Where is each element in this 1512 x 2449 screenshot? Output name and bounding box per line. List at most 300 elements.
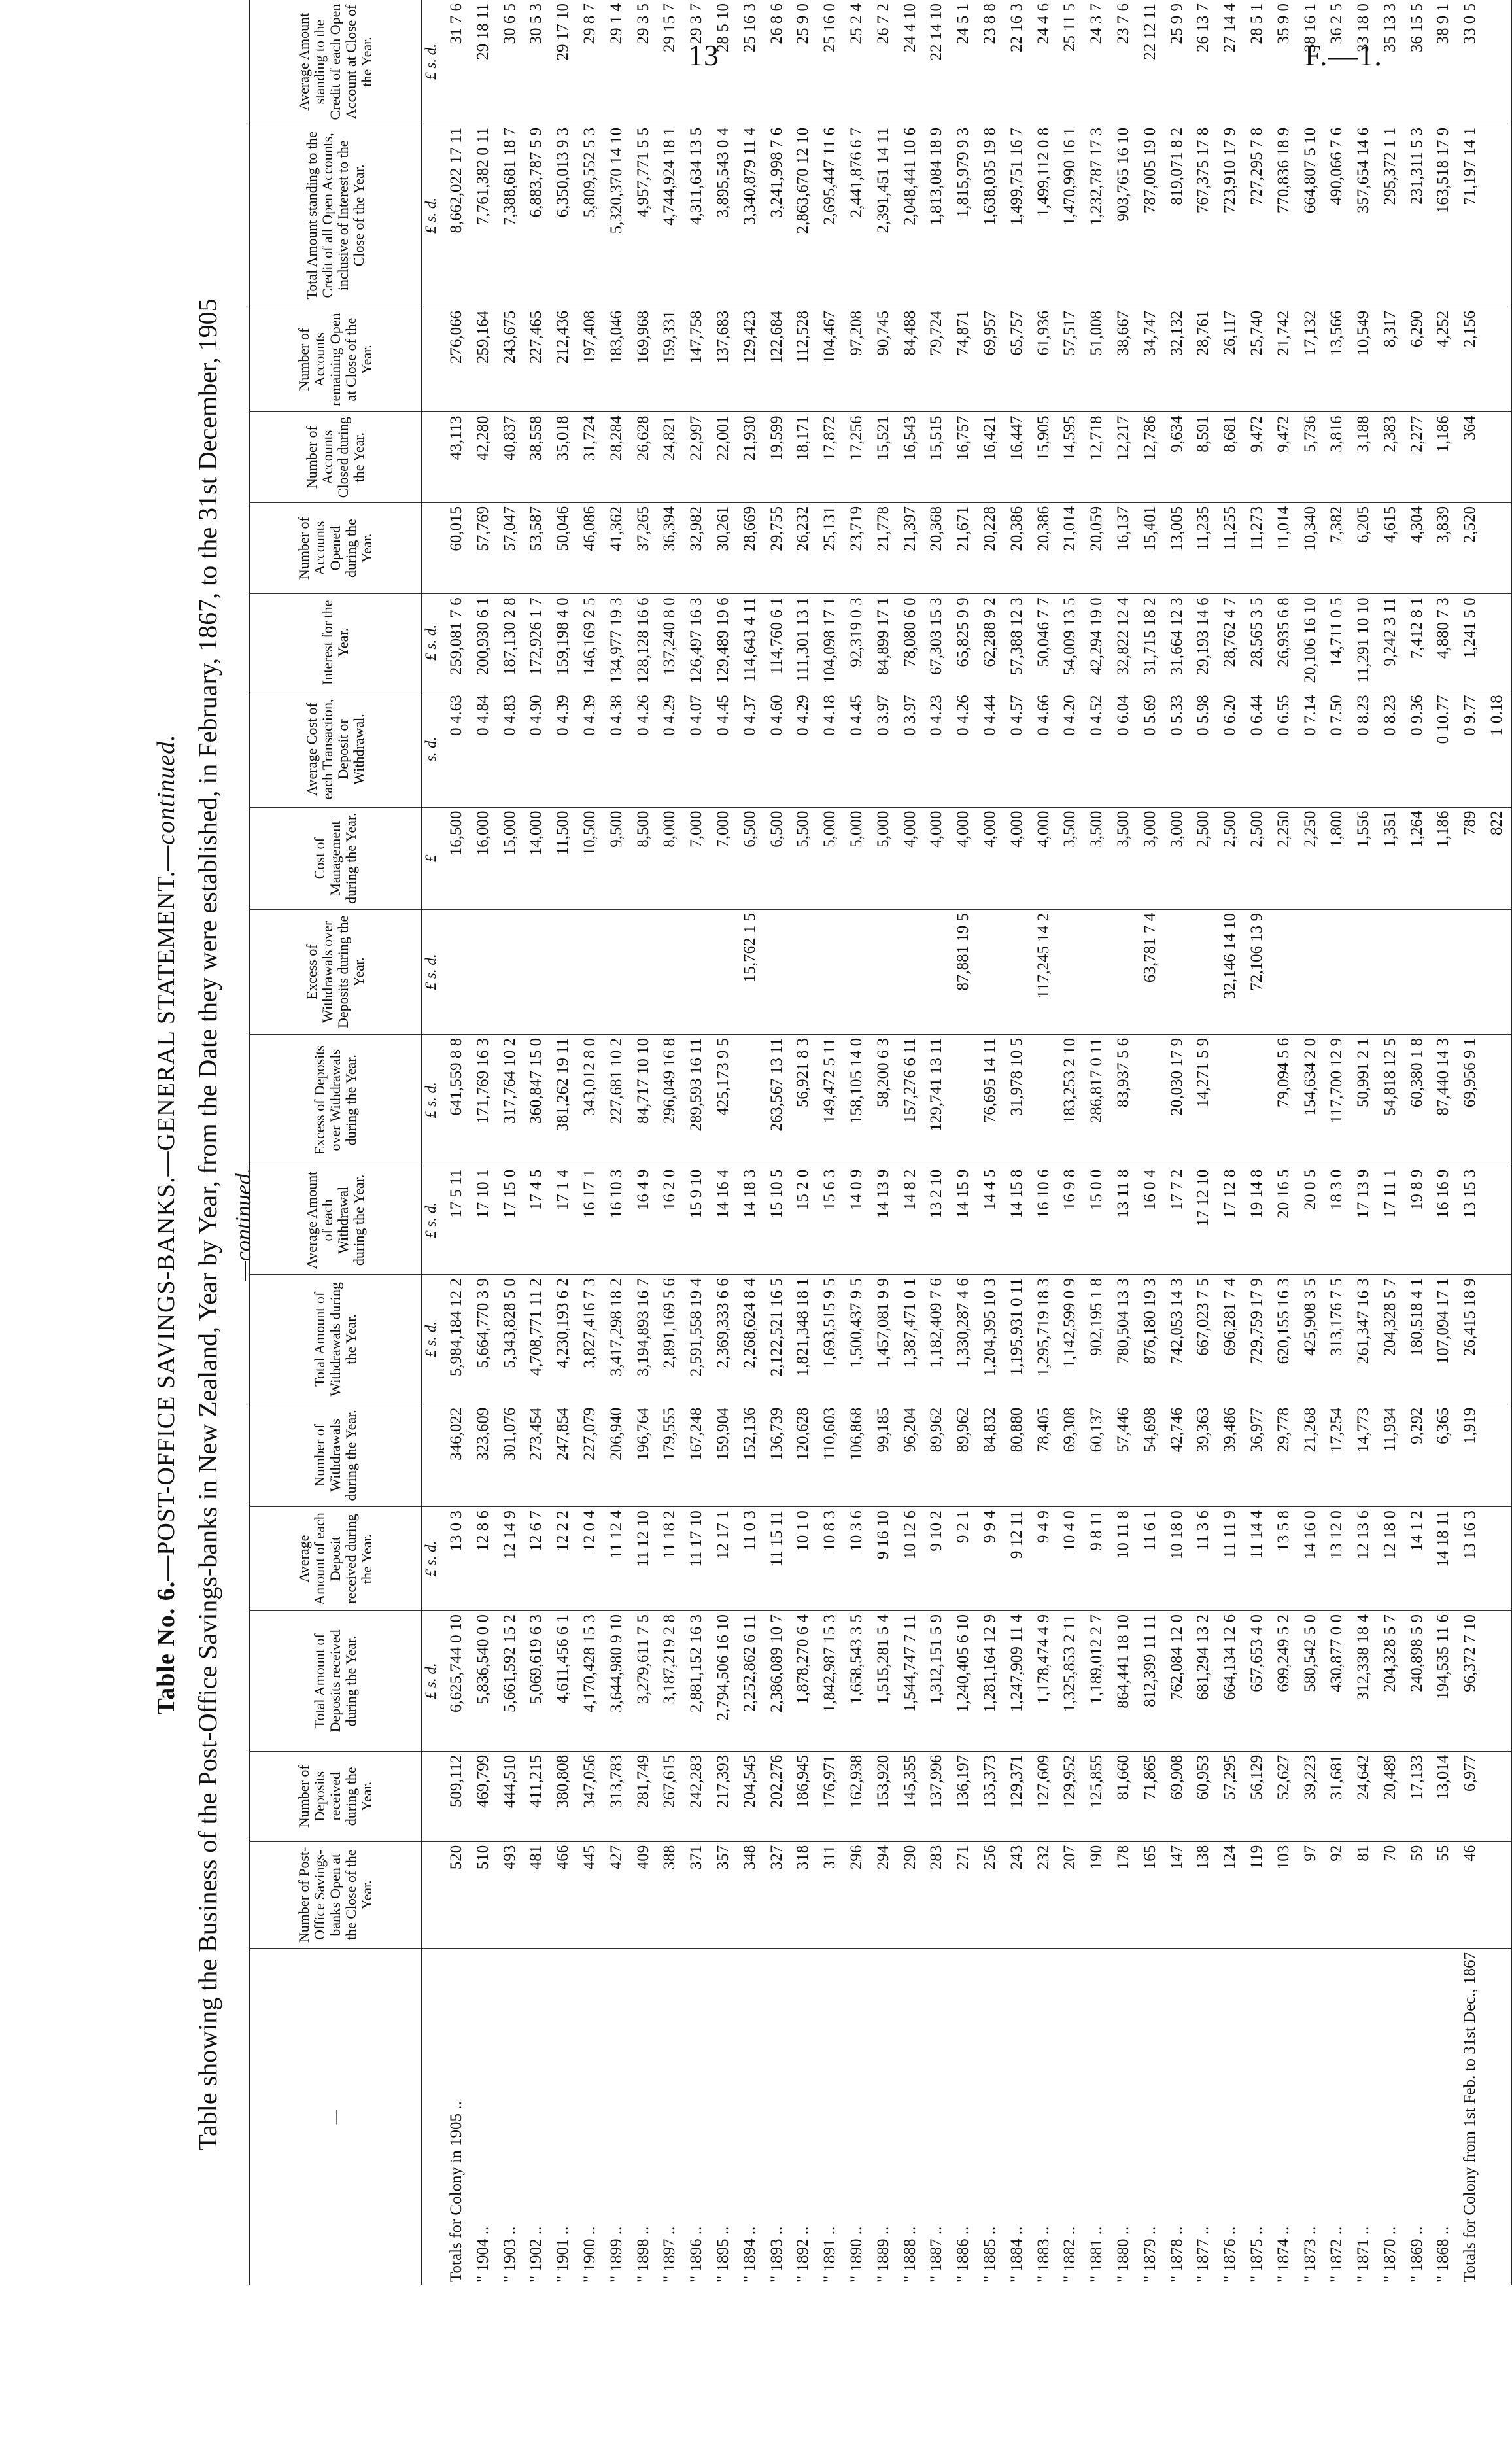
table-cell: 8,681	[1217, 412, 1244, 502]
table-cell	[923, 909, 950, 1034]
table-cell: 409	[630, 1841, 657, 1948]
table-cell: 81,660	[1110, 1751, 1137, 1841]
table-cell: 206,940	[604, 1404, 630, 1506]
table-cell: 14 1 2	[1404, 1507, 1431, 1611]
table-cell: 0 7.50	[1324, 691, 1350, 807]
table-description-continued: —continued.	[232, 1168, 256, 1281]
table-cell: 3,500	[1057, 807, 1084, 909]
unit-label	[422, 412, 439, 502]
table-cell: 32,982	[683, 502, 710, 593]
table-number: Table No. 6.	[152, 1580, 180, 1715]
table-cell: 135,373	[977, 1751, 1004, 1841]
table-cell: 4,708,771 11 2	[523, 1275, 550, 1404]
table-cell: 13 12 0	[1324, 1507, 1350, 1611]
table-cell: 7,382	[1324, 502, 1350, 593]
table-cell: 26,415 18 9	[1457, 1275, 1484, 1404]
table-cell: 159,331	[657, 307, 683, 412]
table-cell: 197,408	[577, 307, 604, 412]
table-cell: 0 4.90	[523, 691, 550, 807]
table-cell: 0 8.23	[1350, 691, 1377, 807]
table-cell: 2,794,506 16 10	[710, 1611, 737, 1752]
table-cell	[1350, 909, 1377, 1034]
table-cell: 312,338 18 4	[1350, 1611, 1377, 1752]
table-cell: 18,171	[790, 412, 817, 502]
unit-label: £ s. d.	[422, 1275, 439, 1404]
column-header: Average Amount of each Deposit received during the Year.	[249, 1507, 422, 1611]
table-cell: 13,566	[1324, 307, 1350, 412]
table-cell: 15 9 10	[683, 1166, 710, 1274]
table-cell: 19 8 9	[1404, 1166, 1431, 1274]
table-cell: 1,186	[1430, 412, 1457, 502]
table-cell: 6,205	[1350, 502, 1377, 593]
table-cell	[844, 909, 870, 1034]
table-cell: 7,000	[683, 807, 710, 909]
table-cell: 3,194,893 16 7	[630, 1275, 657, 1404]
table-cell: 58,200 6 3	[870, 1034, 897, 1166]
table-cell: 283	[923, 1841, 950, 1948]
table-cell: 3,000	[1137, 807, 1164, 909]
table-cell: 157,276 6 11	[897, 1034, 924, 1166]
column-header: Cost of Management during the Year.	[249, 807, 422, 909]
unit-label: £ s. d.	[422, 0, 439, 124]
table-cell: 33 0 5	[1457, 0, 1484, 124]
table-cell: 762,084 12 0	[1164, 1611, 1191, 1752]
table-cell: 183,046	[604, 307, 630, 412]
table-row	[737, 0, 764, 2285]
table-cell: 25 2 4	[844, 0, 870, 124]
table-cell: 9,500	[604, 807, 630, 909]
table-cell: 3,500	[1084, 807, 1110, 909]
row-label: Totals for Colony in 1905 ..	[447, 2101, 465, 2282]
table-cell: 259,081 7 6	[439, 594, 470, 691]
table-cell	[1057, 909, 1084, 1034]
table-cell: 158,105 14 0	[844, 1034, 870, 1166]
row-label: " 1869 ..	[1407, 2226, 1426, 2282]
table-cell: 29 18 11	[470, 0, 497, 124]
table-cell: 14 0 9	[844, 1166, 870, 1274]
table-cell: 6,883,787 5 9	[523, 124, 550, 307]
table-cell: 1 0.18	[1484, 691, 1511, 807]
table-cell	[1484, 1166, 1511, 1274]
table-cell: 3,187,219 2 8	[657, 1611, 683, 1752]
table-cell: 1,281,164 12 9	[977, 1611, 1004, 1752]
unit-label	[422, 307, 439, 412]
table-cell: 11,235	[1190, 502, 1217, 593]
table-cell: 162,938	[844, 1751, 870, 1841]
table-cell: 1,247,909 11 4	[1004, 1611, 1031, 1752]
table-cell: 0 4.07	[683, 691, 710, 807]
table-cell: 1,312,151 5 9	[923, 1611, 950, 1752]
table-cell	[1297, 909, 1324, 1034]
table-cell: 318	[790, 1841, 817, 1948]
column-header: Excess of Deposits over Withdrawals during the Year.	[249, 1034, 422, 1166]
table-cell: 114,643 4 11	[737, 594, 764, 691]
table-cell: 1,842,987 15 3	[817, 1611, 844, 1752]
table-cell: 14 4 5	[977, 1166, 1004, 1274]
table-cell: 137,683	[710, 307, 737, 412]
table-cell: 196,764	[630, 1404, 657, 1506]
table-cell: 3,500	[1110, 807, 1137, 909]
table-cell: 2,122,521 16 5	[764, 1275, 791, 1404]
table-cell: 1,182,409 7 6	[923, 1275, 950, 1404]
table-cell: 149,472 5 11	[817, 1034, 844, 1166]
table-cell: 4,000	[897, 807, 924, 909]
table-cell: 902,195 1 8	[1084, 1275, 1110, 1404]
column-header: Average Amount of each Withdrawal during the Year.	[249, 1166, 422, 1274]
row-label: " 1900 ..	[580, 2226, 598, 2282]
table-cell: 40,837	[497, 412, 524, 502]
table-cell: 42,294 19 0	[1084, 594, 1110, 691]
table-cell: 28,762 4 7	[1217, 594, 1244, 691]
table-cell: 69,908	[1164, 1751, 1191, 1841]
table-cell: 2,441,876 6 7	[844, 124, 870, 307]
column-header: Number of Withdrawals during the Year.	[249, 1404, 422, 1506]
table-cell	[577, 909, 604, 1034]
table-cell: 8,662,022 17 11	[439, 124, 470, 307]
table-cell: 207	[1057, 1841, 1084, 1948]
table-cell: 50,046 7 7	[1031, 594, 1057, 691]
table-cell: 3,895,543 0 4	[710, 124, 737, 307]
table-cell: 5,000	[817, 807, 844, 909]
table-cell: 5,320,370 14 10	[604, 124, 630, 307]
table-cell: 4,170,428 15 3	[577, 1611, 604, 1752]
table-cell: 17 11 1	[1377, 1166, 1404, 1274]
table-row	[630, 0, 657, 2285]
table-cell: 42,280	[470, 412, 497, 502]
table-cell: 294	[870, 1841, 897, 1948]
table-cell	[1484, 1751, 1511, 1841]
table-cell: 167,248	[683, 1404, 710, 1506]
table-heading: —POST-OFFICE SAVINGS-BANKS.—GENERAL STATEMENT.—	[152, 844, 180, 1581]
table-cell: 301,076	[497, 1404, 524, 1506]
table-cell: 9,242 3 11	[1377, 594, 1404, 691]
table-cell: 430,877 0 0	[1324, 1611, 1350, 1752]
table-cell: 1,240,405 6 10	[950, 1611, 977, 1752]
table-cell: 388	[657, 1841, 683, 1948]
table-cell: 11,255	[1217, 502, 1244, 593]
table-cell: 154,634 2 0	[1297, 1034, 1324, 1166]
table-cell: 17,872	[817, 412, 844, 502]
table-cell: 11,291 10 10	[1350, 594, 1377, 691]
table-cell: 125,855	[1084, 1751, 1110, 1841]
table-cell: 17 7 2	[1164, 1166, 1191, 1274]
table-cell: 1,878,270 6 4	[790, 1611, 817, 1752]
table-cell: 6,290	[1404, 307, 1431, 412]
table-cell: 60,380 1 8	[1404, 1034, 1431, 1166]
table-cell: 1,815,979 9 3	[950, 124, 977, 307]
table-cell: 296	[844, 1841, 870, 1948]
table-cell: 2,369,333 6 6	[710, 1275, 737, 1404]
table-cell: 273,454	[523, 1404, 550, 1506]
table-row	[1297, 0, 1324, 2285]
table-row	[1377, 0, 1404, 2285]
unit-label: £ s. d.	[422, 1507, 439, 1611]
table-cell	[1164, 909, 1191, 1034]
row-label: " 1895 ..	[713, 2226, 732, 2282]
table-cell: 11 15 11	[764, 1507, 791, 1611]
table-row	[1324, 0, 1350, 2285]
unit-label	[422, 1404, 439, 1506]
table-cell: 10 8 3	[817, 1507, 844, 1611]
table-cell: 12 14 9	[497, 1507, 524, 1611]
table-cell: 12 13 6	[1350, 1507, 1377, 1611]
table-cell: 13 2 10	[923, 1166, 950, 1274]
table-cell: 2,500	[1190, 807, 1217, 909]
table-cell: 16,447	[1004, 412, 1031, 502]
table-cell: 22 14 10	[923, 0, 950, 124]
table-cell: 9 9 4	[977, 1507, 1004, 1611]
table-cell	[1404, 909, 1431, 1034]
table-cell: 84,488	[897, 307, 924, 412]
row-label: " 1903 ..	[500, 2226, 519, 2282]
table-cell: 0 3.97	[897, 691, 924, 807]
table-cell: 31,978 10 5	[1004, 1034, 1031, 1166]
table-cell: 510	[470, 1841, 497, 1948]
table-cell: 15,000	[497, 807, 524, 909]
table-cell: 657,653 4 0	[1244, 1611, 1271, 1752]
table-cell: 0 6.20	[1217, 691, 1244, 807]
table-cell: 57,769	[470, 502, 497, 593]
table-cell: 4,000	[1031, 807, 1057, 909]
table-cell: 263,567 13 11	[764, 1034, 791, 1166]
table-cell: 87,881 19 5	[950, 909, 977, 1034]
table-cell: 30 5 3	[523, 0, 550, 124]
row-label: " 1897 ..	[661, 2226, 679, 2282]
table-cell: 311	[817, 1841, 844, 1948]
table-cell: 24,642	[1350, 1751, 1377, 1841]
table-cell: 20,030 17 9	[1164, 1034, 1191, 1166]
table-cell	[1484, 502, 1511, 593]
table-cell: 6,977	[1457, 1751, 1484, 1841]
table-cell: 183,253 2 10	[1057, 1034, 1084, 1166]
table-row	[764, 0, 791, 2285]
row-label: " 1875 ..	[1247, 2226, 1265, 2282]
table-cell: 71,197 14 1	[1457, 124, 1484, 307]
table-cell: 16 16 9	[1430, 1166, 1457, 1274]
table-cell: 780,504 13 3	[1110, 1275, 1137, 1404]
table-cell: 2,386,089 10 7	[764, 1611, 791, 1752]
table-cell: 295,372 1 1	[1377, 124, 1404, 307]
column-header: Average Amount standing to the Credit of each Open Account at Close of the Year.	[249, 0, 422, 124]
table-cell: 16,000	[470, 807, 497, 909]
table-cell: 3,188	[1350, 412, 1377, 502]
table-cell: 9 16 10	[870, 1507, 897, 1611]
table-cell: 14,271 5 9	[1190, 1034, 1217, 1166]
table-cell: 129,741 13 11	[923, 1034, 950, 1166]
table-cell: 664,134 12 6	[1217, 1611, 1244, 1752]
table-cell: 74,871	[950, 307, 977, 412]
table-row	[497, 0, 524, 2285]
table-cell: 117,700 12 9	[1324, 1034, 1350, 1166]
table-cell: 0 8.23	[1377, 691, 1404, 807]
table-row	[870, 0, 897, 2285]
table-cell: 72,106 13 9	[1244, 909, 1271, 1034]
table-cell: 17 13 9	[1350, 1166, 1377, 1274]
table-cell: 509,112	[439, 1751, 470, 1841]
table-cell: 1,195,931 0 11	[1004, 1275, 1031, 1404]
table-cell: 31,724	[577, 412, 604, 502]
table-cell	[1110, 909, 1137, 1034]
table-cell	[657, 909, 683, 1034]
page-reference: F.—1.	[1305, 39, 1383, 72]
table-cell: 819,071 8 2	[1164, 124, 1191, 307]
table-cell: 96,372 7 10	[1457, 1611, 1484, 1752]
table-cell: 97,208	[844, 307, 870, 412]
table-cell: 12,217	[1110, 412, 1137, 502]
table-cell: 17 12 10	[1190, 1166, 1217, 1274]
table-cell: 28,565 3 5	[1244, 594, 1271, 691]
table-cell: 9 2 1	[950, 1507, 977, 1611]
table-row	[817, 0, 844, 2285]
table-cell: 3,827,416 7 3	[577, 1275, 604, 1404]
row-label: " 1888 ..	[901, 2226, 919, 2282]
table-cell: 25 9 9	[1164, 0, 1191, 124]
table-row	[1031, 0, 1057, 2285]
table-cell: 54,698	[1137, 1404, 1164, 1506]
table-cell: 1,544,747 7 11	[897, 1611, 924, 1752]
table-cell: 126,497 16 3	[683, 594, 710, 691]
table-cell: 187,130 2 8	[497, 594, 524, 691]
unit-label: £ s. d.	[422, 594, 439, 691]
table-cell: 24,821	[657, 412, 683, 502]
table-cell: 212,436	[550, 307, 577, 412]
row-label: " 1871 ..	[1354, 2226, 1373, 2282]
table-cell: 2,500	[1244, 807, 1271, 909]
table-cell: 3,816	[1324, 412, 1350, 502]
table-cell: 10 3 6	[844, 1507, 870, 1611]
table-cell: 16,543	[897, 412, 924, 502]
table-cell: 16 10 3	[604, 1166, 630, 1274]
table-cell: 70	[1377, 1841, 1404, 1948]
table-cell: 8,591	[1190, 412, 1217, 502]
table-cell: 1,241 5 0	[1457, 594, 1484, 691]
units-row	[422, 0, 439, 2285]
table-cell: 137,240 8 0	[657, 594, 683, 691]
table-cell: 172,926 1 7	[523, 594, 550, 691]
table-cell: 18 3 0	[1324, 1166, 1350, 1274]
table-cell: 1,325,853 2 11	[1057, 1611, 1084, 1752]
table-cell: 290	[897, 1841, 924, 1948]
table-cell: 29 15 7	[657, 0, 683, 124]
table-cell: 2,250	[1297, 807, 1324, 909]
row-label: " 1878 ..	[1167, 2226, 1186, 2282]
table-cell: 16,500	[439, 807, 470, 909]
table-cell: 57,388 12 3	[1004, 594, 1031, 691]
table-cell: 38,558	[523, 412, 550, 502]
unit-label: £	[422, 807, 439, 909]
table-cell	[1031, 1034, 1057, 1166]
table-cell: 20 0 5	[1297, 1166, 1324, 1274]
table-cell: 71,865	[1137, 1751, 1164, 1841]
table-row	[710, 0, 737, 2285]
table-cell: 25,740	[1244, 307, 1271, 412]
table-cell: 32,822 12 4	[1110, 594, 1137, 691]
table-cell: 1,556	[1350, 807, 1377, 909]
table-cell: 3,839	[1430, 502, 1457, 593]
table-row	[1084, 0, 1110, 2285]
table-cell: 323,609	[470, 1404, 497, 1506]
table-cell	[1484, 307, 1511, 412]
table-cell: 1,330,287 4 6	[950, 1275, 977, 1404]
table-cell: 114,760 6 1	[764, 594, 791, 691]
table-row	[439, 0, 470, 2285]
table-cell: 19 14 8	[1244, 1166, 1271, 1274]
table-row	[1404, 0, 1431, 2285]
table-cell: 2,881,152 16 3	[683, 1611, 710, 1752]
table-row	[1137, 0, 1164, 2285]
table-cell: 696,281 7 4	[1217, 1275, 1244, 1404]
table-cell: 12 17 1	[710, 1507, 737, 1611]
table-cell: 11,273	[1244, 502, 1271, 593]
table-cell: 3,340,879 11 4	[737, 124, 764, 307]
table-cell: 153,920	[870, 1751, 897, 1841]
table-cell: 2,891,169 5 6	[657, 1275, 683, 1404]
table-cell: 9,292	[1404, 1404, 1431, 1506]
table-cell: 17,132	[1297, 307, 1324, 412]
table-cell: 16,137	[1110, 502, 1137, 593]
table-cell: 11 17 10	[683, 1507, 710, 1611]
table-cell: 99,185	[870, 1404, 897, 1506]
table-cell: 641,559 8 8	[439, 1034, 470, 1166]
table-cell: 41,362	[604, 502, 630, 593]
table-cell: 357,654 14 6	[1350, 124, 1377, 307]
table-cell: 28,761	[1190, 307, 1217, 412]
table-cell: 789	[1457, 807, 1484, 909]
table-cell: 580,542 5 0	[1297, 1611, 1324, 1752]
table-cell: 4,304	[1404, 502, 1431, 593]
table-cell: 360,847 15 0	[523, 1034, 550, 1166]
table-cell: 364	[1457, 412, 1484, 502]
table-cell: 0 6.55	[1271, 691, 1297, 807]
table-cell: 271	[950, 1841, 977, 1948]
table-cell: 202,276	[764, 1751, 791, 1841]
table-row	[577, 0, 604, 2285]
table-cell: 20 16 5	[1271, 1166, 1297, 1274]
table-cell: 69,956 9 1	[1457, 1034, 1484, 1166]
row-label: " 1877 ..	[1194, 2226, 1212, 2282]
table-cell: 5,000	[870, 807, 897, 909]
table-cell: 9 10 2	[923, 1507, 950, 1611]
table-cell: 15,515	[923, 412, 950, 502]
table-cell: 194,535 11 6	[1430, 1611, 1457, 1752]
table-cell: 9,472	[1244, 412, 1271, 502]
table-cell: 20,228	[977, 502, 1004, 593]
table-cell: 0 4.57	[1004, 691, 1031, 807]
table-cell: 15 10 5	[764, 1166, 791, 1274]
table-cell: 469,799	[470, 1751, 497, 1841]
table-cell: 137,996	[923, 1751, 950, 1841]
table-cell: 327	[764, 1841, 791, 1948]
table-cell: 89,962	[950, 1404, 977, 1506]
table-cell: 0 4.18	[817, 691, 844, 807]
table-cell: 227,681 10 2	[604, 1034, 630, 1166]
table-cell: 1,351	[1377, 807, 1404, 909]
table-cell: 26,935 6 8	[1271, 594, 1297, 691]
table-cell: 289,593 16 11	[683, 1034, 710, 1166]
table-row	[470, 0, 497, 2285]
table-cell: 62,288 9 2	[977, 594, 1004, 691]
table-cell: 13,005	[1164, 502, 1191, 593]
table-cell: 146,169 2 5	[577, 594, 604, 691]
table-cell: 50,991 2 1	[1350, 1034, 1377, 1166]
table-cell: 1,693,515 9 5	[817, 1275, 844, 1404]
table-cell: 107,094 17 1	[1430, 1275, 1457, 1404]
column-header: Average Cost of each Transaction, Deposit or Withdrawal.	[249, 691, 422, 807]
table-cell: 37,265	[630, 502, 657, 593]
table-cell: 2,863,670 12 10	[790, 124, 817, 307]
table-cell: 17 12 8	[1217, 1166, 1244, 1274]
table-cell: 106,868	[844, 1404, 870, 1506]
